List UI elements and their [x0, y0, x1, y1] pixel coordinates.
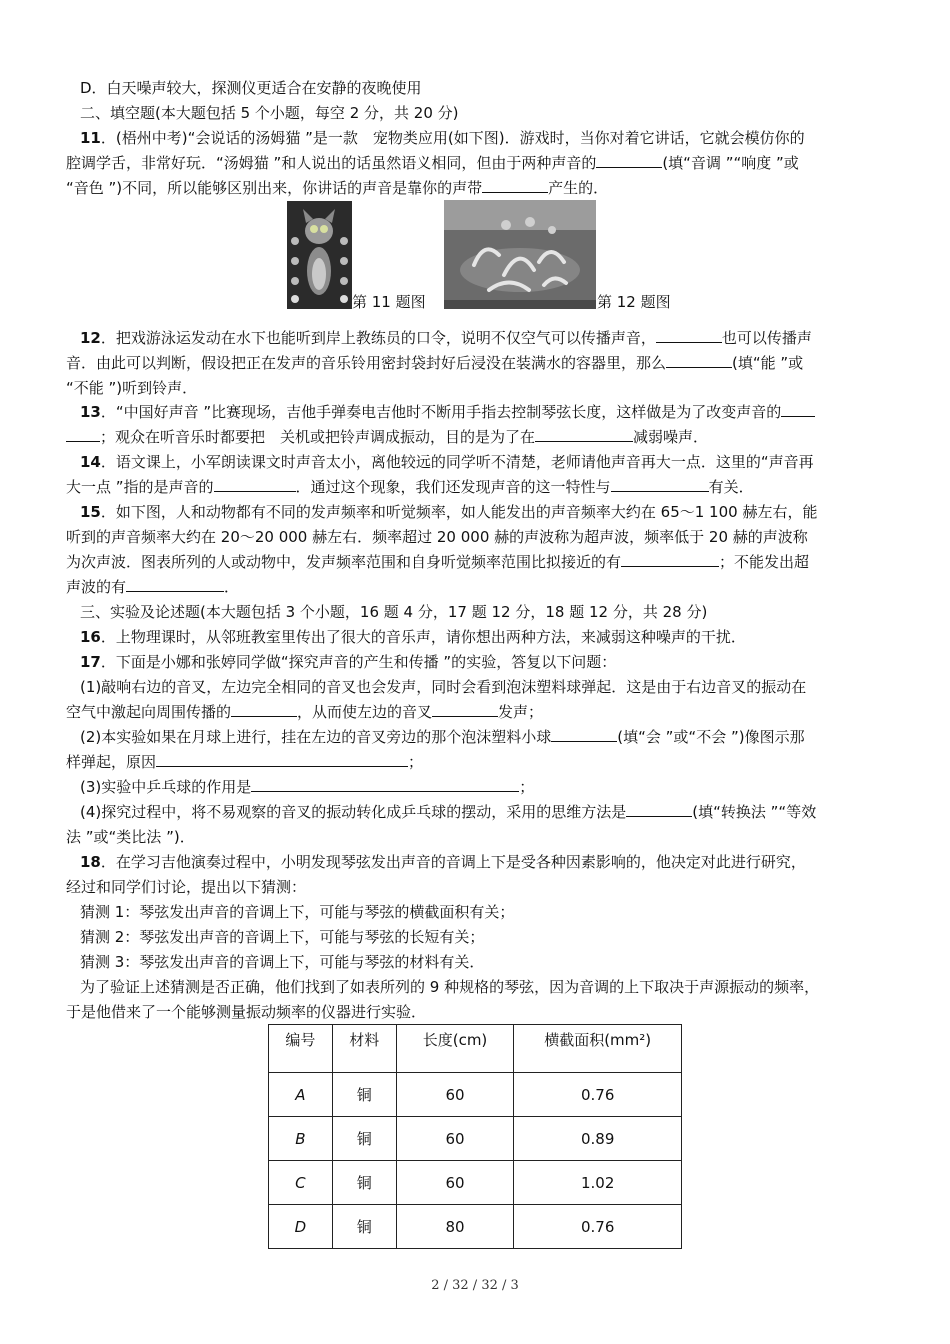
q17-text: ．下面是小娜和张婷同学做“探究声音的产生和传播 ”的实验，答复以下问题：: [100, 653, 617, 671]
q16-text: ．上物理课时，从邻班教室里传出了很大的音乐声，请你想出两种方法，来减弱这种噪声的干扰．: [100, 628, 746, 646]
q17-2-text-b2: ；: [408, 753, 424, 771]
q15-line4: [66, 577, 884, 597]
q18-line1: [80, 852, 884, 872]
q11-line3: [66, 178, 884, 198]
q13-blank-2: [535, 427, 633, 442]
q14-number: 14: [80, 453, 101, 471]
option-d: [80, 78, 884, 98]
cell-material: 铜: [332, 1073, 396, 1117]
q18-number: 18: [80, 853, 101, 871]
verify-text-1: 为了验证上述猜测是否正确，他们找到了如表所列的 9 种规格的琴弦，因为音调的上下取决于声源振动的频率，: [80, 978, 820, 996]
cell-id: [269, 1161, 333, 1205]
q17-4-blank: [626, 802, 692, 817]
q17-2-text-a2: (填“会 ”或“不会 ”)像图示那: [617, 728, 805, 746]
q17-4-line2: [66, 827, 884, 847]
table-row: [269, 1205, 682, 1249]
q14-text-a: ．语文课上，小军朗读课文时声音太小，离他较远的同学听不清楚，老师请他声音再大一点．这里的“声音再: [100, 453, 814, 471]
guess-1: [80, 902, 884, 922]
q14-line1: [80, 452, 884, 472]
verify-line2: [66, 1002, 884, 1022]
q17-3-blank: [251, 777, 519, 792]
q17-4-text-b: 法 ”或“类比法 ”)．: [66, 828, 195, 846]
q12-line3: [66, 378, 884, 398]
verify-line1: [80, 977, 884, 997]
guess-2-text: 猜测 2：琴弦发出声音的音调上下，可能与琴弦的长短有关；: [80, 928, 485, 946]
q12-text-c: “不能 ”)听到铃声．: [66, 379, 198, 397]
q17-line: [80, 652, 884, 672]
q13-number: 13: [80, 403, 101, 421]
section-2-text: 二、填空题(本大题包括 5 个小题，每空 2 分，共 20 分): [80, 104, 459, 122]
guess-3: [80, 952, 884, 972]
q13-text-a: ．“中国好声音 ”比赛现场，吉他手弹奏电吉他时不断用手指去控制琴弦长度，这样做是为了改变声音的: [100, 403, 782, 421]
header-area: 横截面积(mm²): [514, 1025, 682, 1073]
q17-4-text-a1: (4)探究过程中，将不易观察的音叉的振动转化成乒乓球的摆动，采用的思维方法是: [80, 803, 627, 821]
q12-line2: [66, 353, 884, 373]
q17-1-line2: [66, 702, 884, 722]
q17-4-line1: [80, 802, 884, 822]
header-length: 长度(cm): [396, 1025, 514, 1073]
q15-text-d2: ．: [224, 578, 240, 596]
table-header-row: [269, 1025, 682, 1073]
q12-text-a1: ．把戏游泳运发动在水下也能听到岸上教练员的口令，说明不仅空气可以传播声音，: [100, 329, 656, 347]
cell-area: 0.76: [514, 1073, 682, 1117]
verify-text-2: 于是他借来了一个能够测量振动频率的仪器进行实验．: [66, 1003, 427, 1021]
q17-3-line: [80, 777, 884, 797]
q16-number: 16: [80, 628, 101, 646]
q15-text-b: 听到的声音频率大约在 20～20 000 赫左右．频率超过 20 000 赫的声波称为超声波，频率低于 20 赫的声波称: [66, 528, 808, 546]
q17-1-text-b1: 空气中激起向周围传播的: [66, 703, 232, 721]
q11-text-b1: 腔调学舌，非常好玩．“汤姆猫 ”和人说出的话虽然语义相同，但由于两种声音的: [66, 154, 597, 172]
q17-2-text-b1: 样弹起，原因: [66, 753, 157, 771]
string-spec-table: [268, 1024, 682, 1249]
q15-text-d1: 声波的有: [66, 578, 127, 596]
cell-length: 60: [396, 1117, 514, 1161]
q11-blank-2: [482, 178, 548, 193]
cell-area: 0.89: [514, 1117, 682, 1161]
guess-3-text: 猜测 3：琴弦发出声音的音调上下，可能与琴弦的材料有关．: [80, 953, 485, 971]
cell-material: 铜: [332, 1205, 396, 1249]
q17-4-text-a2: (填“转换法 ”“等效: [692, 803, 817, 821]
q12-text-b1: 音．由此可以判断，假设把正在发声的音乐铃用密封袋封好后浸没在装满水的容器里，那么: [66, 354, 667, 372]
q13-line1: [80, 402, 884, 422]
q17-2-blank-1: [551, 727, 617, 742]
page-footer: 2 / 32 / 32 / 3: [431, 1278, 519, 1293]
guess-2: [80, 927, 884, 947]
table-row: [269, 1161, 682, 1205]
q12-blank-2: [666, 353, 732, 368]
q14-line2: [66, 477, 884, 497]
cell-area: 1.02: [514, 1161, 682, 1205]
q12-text-a2: 也可以传播声: [721, 329, 812, 347]
q14-blank-2: [611, 477, 709, 492]
header-material: 材料: [332, 1025, 396, 1073]
q11-blank-1: [596, 153, 662, 168]
q13-text-b2: 减弱噪声．: [633, 428, 709, 446]
q12-text-b2: (填“能 ”或: [732, 354, 804, 372]
cell-material: 铜: [332, 1117, 396, 1161]
q11-text-b2: (填“音调 ”“响度 ”或: [662, 154, 799, 172]
q17-2-line1: [80, 727, 884, 747]
q17-3-text-b: ；: [519, 778, 535, 796]
table-row: [269, 1073, 682, 1117]
q15-line3: [66, 552, 884, 572]
guess-1-text: 猜测 1：琴弦发出声音的音调上下，可能与琴弦的横截面积有关；: [80, 903, 515, 921]
q13-text-b1: ；观众在听音乐时都要把 关机或把铃声调成振动，目的是为了在: [100, 428, 536, 446]
q15-blank-2: [126, 577, 224, 592]
q12-number: 12: [80, 329, 101, 347]
q14-text-b2: ．通过这个现象，我们还发现声音的这一特性与: [295, 478, 611, 496]
q17-3-text-a: (3)实验中乒乓球的作用是: [80, 778, 252, 796]
cell-length: 60: [396, 1073, 514, 1117]
cell-id-text: B: [295, 1129, 306, 1148]
q14-blank-1: [214, 477, 296, 492]
q15-blank-1: [621, 552, 719, 567]
q17-1-blank-2: [432, 702, 498, 717]
q17-2-line2: [66, 752, 884, 772]
cell-id-text: C: [295, 1173, 306, 1192]
q18-text-a: ．在学习吉他演奏过程中，小明发现琴弦发出声音的音调上下是受各种因素影响的，他决定对此进行研究，: [100, 853, 806, 871]
option-d-text: D．白天噪声较大，探测仪更适合在安静的夜晚使用: [80, 79, 422, 97]
q15-text-c1: 为次声波．图表所列的人或动物中，发声频率范围和自身听觉频率范围比拟接近的有: [66, 553, 622, 571]
cell-id-text: A: [295, 1085, 306, 1104]
header-id: 编号: [269, 1025, 333, 1073]
q13-line2: [66, 427, 884, 447]
q11-number: 11: [80, 129, 101, 147]
q11-text-a: ．(梧州中考)“会说话的汤姆猫 ”是一款 宠物类应用(如下图)．游戏时，当你对着它讲话，它就会模仿你的: [100, 129, 805, 147]
q11-text-c1: “音色 ”)不同，所以能够区别出来，你讲话的声音是靠你的声带: [66, 179, 483, 197]
q15-line2: [66, 527, 884, 547]
q17-number: 17: [80, 653, 101, 671]
cell-length: 60: [396, 1161, 514, 1205]
caption-fig11: 第 11 题图: [352, 293, 426, 311]
q17-1-text-a: (1)敲响右边的音叉，左边完全相同的音叉也会发声，同时会看到泡沫塑料球弹起．这是由于右边音叉的振动在: [80, 678, 807, 696]
section-3-heading: [80, 602, 884, 622]
q16-line: [80, 627, 884, 647]
q14-text-b1: 大一点 ”指的是声音的: [66, 478, 214, 496]
q15-text-a: ．如下图，人和动物都有不同的发声频率和听觉频率，如人能发出的声音频率大约在 65～1 100 赫左右，能: [100, 503, 818, 521]
tom-cat-image: [287, 201, 352, 309]
q15-text-c2: ；不能发出超: [719, 553, 810, 571]
q17-1-line1: [80, 677, 884, 697]
cell-id: [269, 1205, 333, 1249]
section-2-heading: [80, 103, 884, 123]
cell-length: 80: [396, 1205, 514, 1249]
q11-text-c2: 产生的．: [548, 179, 609, 197]
q15-number: 15: [80, 503, 101, 521]
q17-1-text-b2: ，从而使左边的音叉: [297, 703, 433, 721]
q17-1-blank-1: [231, 702, 297, 717]
q17-2-text-a1: (2)本实验如果在月球上进行，挂在左边的音叉旁边的那个泡沫塑料小球: [80, 728, 552, 746]
cell-id: [269, 1073, 333, 1117]
q17-1-text-b3: 发声；: [498, 703, 544, 721]
q18-line2: [66, 877, 884, 897]
q12-blank-1: [656, 328, 722, 343]
caption-fig12: 第 12 题图: [597, 293, 671, 311]
q15-line1: [80, 502, 884, 522]
q11-line2: [66, 153, 884, 173]
cell-material: 铜: [332, 1161, 396, 1205]
section-3-text: 三、实验及论述题(本大题包括 3 个小题，16 题 4 分，17 题 12 分，18 题 12 分，共 28 分): [80, 603, 708, 621]
q13-blank-1b: [66, 427, 100, 442]
cell-id: [269, 1117, 333, 1161]
q18-text-b: 经过和同学们讨论，提出以下猜测：: [66, 878, 307, 896]
swimmers-image: [444, 200, 596, 309]
cell-id-text: D: [294, 1217, 307, 1236]
q11-line1: [80, 128, 884, 148]
table-row: [269, 1117, 682, 1161]
q13-blank-1a: [781, 402, 815, 417]
q14-text-b3: 有关．: [708, 478, 754, 496]
q17-2-blank-2: [156, 752, 408, 767]
cell-area: 0.76: [514, 1205, 682, 1249]
q12-line1: [80, 328, 884, 348]
